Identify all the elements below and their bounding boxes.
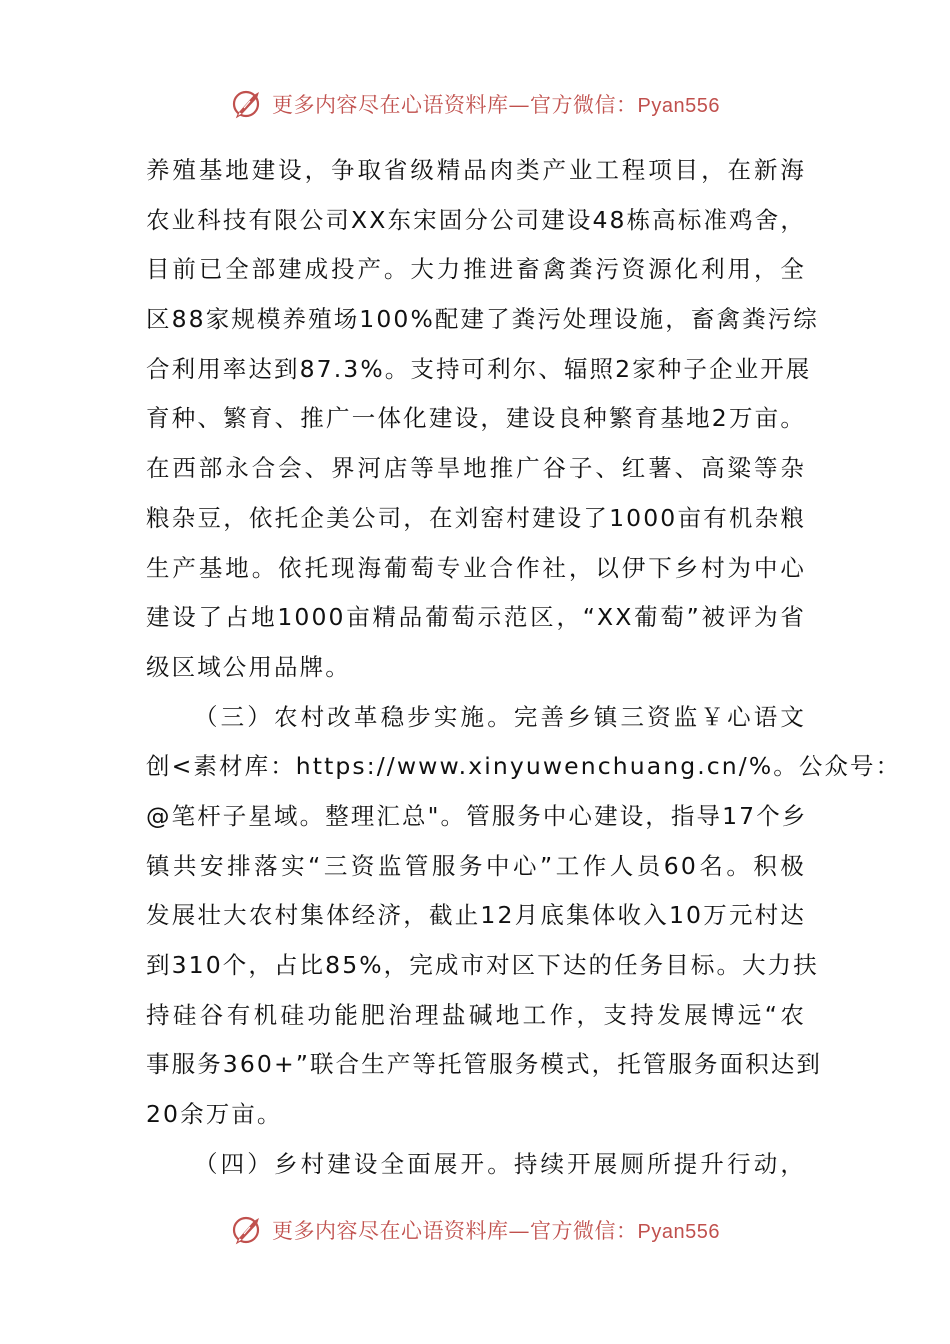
text-line: 创<素材库：https://www.xinyuwenchuang.cn/%。公众号：	[146, 752, 902, 781]
watermark-handle: Pyan556	[637, 1221, 720, 1243]
pen-logo-icon	[230, 1212, 266, 1248]
watermark-text: 更多内容尽在心语资料库—官方微信：Pyan556	[272, 1219, 720, 1243]
text-line: 20余万亩。	[146, 1100, 283, 1129]
text-line: 区88家规模养殖场100%配建了粪污处理设施，畜禽粪污综	[146, 305, 819, 334]
text-line: 目前已全部建成投产。大力推进畜禽粪污资源化利用，全	[146, 255, 806, 284]
header-watermark	[0, 82, 950, 126]
text-line: 农业科技有限公司XX东宋固分公司建设48栋高标准鸡舍，	[146, 205, 806, 234]
text-line: 在西部永合会、界河店等旱地推广谷子、红薯、高粱等杂	[146, 454, 806, 483]
watermark-text: 更多内容尽在心语资料库—官方微信：Pyan556	[272, 93, 720, 117]
text-line: 级区域公用品牌。	[146, 652, 351, 681]
document-body	[146, 146, 902, 1189]
footer-watermark	[0, 1208, 950, 1252]
text-line: 建设了占地1000亩精品葡萄示范区，“XX葡萄”被评为省	[146, 603, 806, 632]
text-line: 持硅谷有机硅功能肥治理盐碱地工作，支持发展博远“农	[146, 1000, 806, 1029]
text-line: 育种、繁育、推广一体化建设，建设良种繁育基地2万亩。	[146, 404, 806, 433]
text-line: @笔杆子星域。整理汇总"。管服务中心建设，指导17个乡	[146, 801, 808, 830]
text-line: 事服务360+”联合生产等托管服务模式，托管服务面积达到	[146, 1050, 823, 1079]
text-line: 生产基地。依托现海葡萄专业合作社，以伊下乡村为中心	[146, 553, 806, 582]
text-line: 到310个，占比85%，完成市对区下达的任务目标。大力扶	[146, 951, 819, 979]
text-line: 粮杂豆，依托企美公司，在刘窑村建设了1000亩有机杂粮	[146, 503, 806, 532]
text-line: 合利用率达到87.3%。支持可利尔、辐照2家种子企业开展	[146, 354, 812, 383]
text-line: 养殖基地建设，争取省级精品肉类产业工程项目，在新海	[146, 156, 806, 184]
text-line: （三）农村改革稳步实施。完善乡镇三资监￥心语文	[194, 702, 806, 731]
text-line: 镇共安排落实“三资监管服务中心”工作人员60名。积极	[146, 851, 806, 880]
watermark-handle: Pyan556	[637, 95, 720, 117]
text-line: （四）乡村建设全面展开。持续开展厕所提升行动，	[194, 1149, 806, 1178]
text-line: 发展壮大农村集体经济，截止12月底集体收入10万元村达	[146, 901, 806, 930]
pen-logo-icon	[230, 86, 266, 122]
